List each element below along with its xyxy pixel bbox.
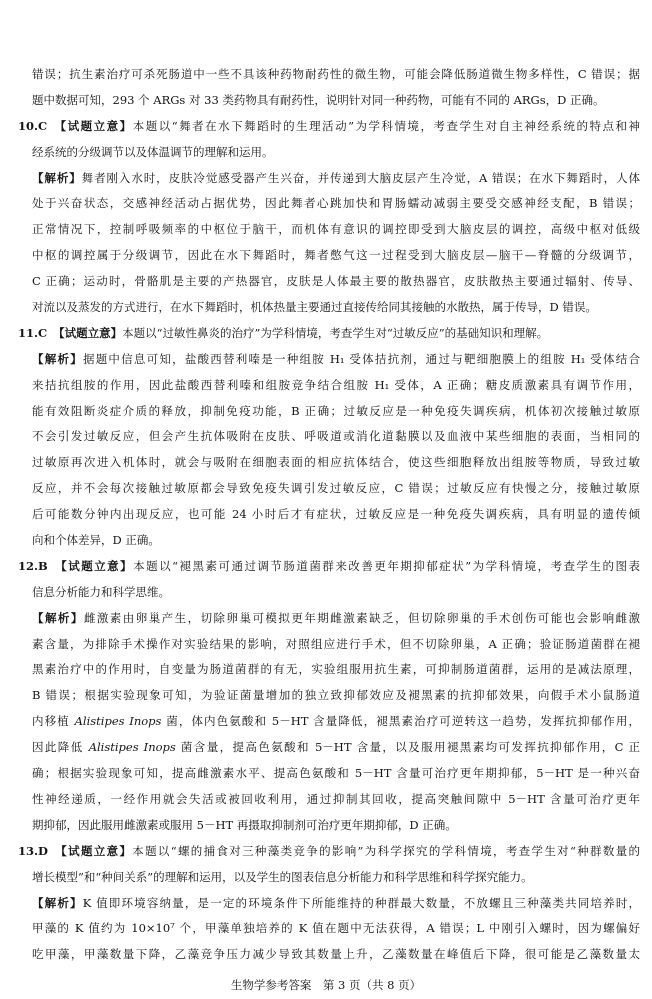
analysis-label: 【解析】	[32, 351, 83, 366]
answer-13-analysis-line	[32, 891, 640, 917]
answer-12-analysis-line: 确；根据实验现象可知，提高雌激素水平、提高色氨酸和 5－HT 含量可治疗更年期抑郁，5－HT 是一种兴奋	[32, 766, 640, 781]
intent-label: 【试题立意】	[53, 843, 133, 858]
answer-10-analysis-line: 处于兴奋状态，交感神经活动占据优势，因此舞者心跳加快和胃肠蠕动减弱主要受交感神经支配，B 错误；	[32, 196, 640, 211]
analysis-text: 因此降低	[32, 740, 89, 755]
analysis-text: 菌，体内色氨酸和 5－HT 含量降低，褪黑素治疗可逆转这一趋势，发挥抗抑郁作用，	[161, 714, 640, 729]
page-footer: 生物学参考答案 第 3 页（共 8 页）	[230, 978, 422, 992]
answer-10-intent-line: 经系统的分级调节以及体温调节的理解和运用。	[32, 144, 274, 159]
answer-13-analysis-line: 吃甲藻，甲藻数量下降，乙藻竞争压力减少导致其数量上升，乙藻数量在峰值后下降，很可能是乙藻数量太	[32, 947, 640, 962]
answer-12-analysis-line	[32, 606, 640, 632]
answer-10-intent-line	[18, 114, 640, 140]
answer-13-intent-line: 增长模型”和“种间关系”的理解和运用，以及学生的图表信息分析能力和科学思维和科学探究能力。	[32, 869, 533, 884]
analysis-text: 内移植	[32, 714, 75, 729]
answer-11-analysis-line: 过敏原再次进入机体时，就会与吸附在细胞表面的相应抗体结合，使这些细胞释放出组胺等物质，导致过敏	[32, 455, 640, 470]
answer-12-analysis-line: 素含量，为排除手术操作对实验结果的影响，对照组应进行手术，但不切除卵巢，A 正确；验证肠道菌群在褪	[32, 636, 640, 651]
answer-10-analysis-line: 中枢的调控属于分级调节，因此在水下舞蹈时，舞者憋气这一过程受到大脑皮层—脑干—脊髓的分级调节，	[32, 248, 640, 263]
answer-12-analysis-line	[32, 735, 640, 761]
answer-10-analysis-line: 对流以及蒸发的方式进行，在水下舞蹈时，机体热量主要通过直接传给同其接触的水散热，属于传导，D 错误。	[32, 300, 597, 315]
answer-12-analysis-line: 黑素治疗中的作用时，自变量为肠道菌群的有无，实验组服用抗生素，可抑制肠道菌群，运用的是减法原理，	[32, 662, 640, 677]
analysis-text: 舞者刚入水时，皮肤冷觉感受器产生兴奋，并传递到大脑皮层产生冷觉，A 错误；在水下舞蹈时，人体	[81, 170, 640, 185]
answer-11-analysis-line: 反应，并不会每次接触过敏原都会导致免疫失调引发过敏反应，C 错误；过敏反应有快慢之分，接触过敏原	[32, 481, 640, 496]
answer-number: 11.C	[18, 325, 48, 340]
intro-line: 错误；抗生素治疗可杀死肠道中一些不具该种药物耐药性的微生物，可能会降低肠道微生物多样性，C 错误；据	[32, 67, 640, 81]
species-name: Alistipes Inops	[88, 740, 176, 755]
analysis-text: 据题中信息可知，盐酸西替利嗪是一种组胺 H₁ 受体拮抗剂，通过与靶细胞膜上的组胺 H₁ 受体结合	[82, 351, 640, 366]
answer-11-intent-line	[18, 321, 640, 347]
answer-11-analysis-line: 后可能数分钟内出现反应，也可能 24 小时后才有症状，过敏反应是一种免疫失调疾病，具有明显的遗传倾	[32, 507, 640, 522]
analysis-text: 雌激素由卵巢产生，切除卵巢可模拟更年期雌激素缺乏，但切除卵巢的手术创伤可能也会影响雌激	[83, 610, 641, 625]
analysis-label: 【解析】	[32, 610, 84, 625]
intent-text: 本题以“螺的捕食对三种藻类竞争的影响”为科学探究的学科情境，考查学生对“种群数量的	[132, 843, 640, 858]
answer-11-analysis-line: 不会引发过敏反应，但会产生抗体吸附在皮肤、呼吸道或消化道黏膜以及血液中某些细胞的表面，当相同的	[32, 429, 640, 444]
answer-10-analysis-line: C 正确；运动时，骨骼肌是主要的产热器官，皮肤是人体最主要的散热器官，皮肤散热主要通过辐射、传导、	[32, 274, 640, 289]
answer-number: 12.B	[18, 558, 48, 573]
species-name: Alistipes Inops	[74, 714, 162, 729]
answer-number: 10.C	[18, 118, 48, 133]
answer-12-analysis-line	[32, 709, 640, 735]
page-body	[18, 62, 641, 968]
answer-12-analysis-line: B 错误；根据实验现象可知，为验证菌量增加的独立致抑郁效应及褪黑素的抗抑郁效果，向假手术小鼠肠道	[32, 688, 640, 703]
answer-11-analysis-line: 向和个体差异，D 正确。	[32, 533, 160, 548]
answer-12-analysis-line: 性神经递质，一经作用就会失活或被回收利用，通过抑制其回收，提高突触间隙中 5－HT 含量可治疗更年	[32, 791, 640, 806]
answer-12-intent-line: 信息分析能力和科学思维。	[32, 584, 170, 599]
analysis-text: 菌含量，提高色氨酸和 5－HT 含量，以及服用褪黑素均可发挥抗抑郁作用，C 正	[175, 740, 641, 755]
analysis-label: 【解析】	[32, 170, 82, 185]
analysis-label: 【解析】	[32, 895, 83, 910]
answer-12-intent-line	[18, 554, 640, 580]
answer-12-analysis-line: 期抑郁，因此服用雌激素或服用 5－HT 再摄取抑制剂可治疗更年期抑郁，D 正确。	[32, 817, 457, 832]
answer-number: 13.D	[18, 843, 48, 858]
answer-11-analysis-line: 能有效阻断炎症介质的释放，抑制免疫功能，B 正确；过敏反应是一种免疫失调疾病，机体初次接触过敏原	[32, 403, 640, 418]
intent-text: 本题以“舞者在水下舞蹈时的生理活动”为学科情境，考查学生对自主神经系统的特点和神	[132, 118, 640, 133]
analysis-text: K 值即环境容纳量，是一定的环境条件下所能维持的种群最大数量，不放螺且三种藻类共同培养时，	[82, 895, 640, 910]
intent-label: 【试题立意】	[53, 118, 133, 133]
answer-13-intent-line	[18, 839, 640, 865]
intent-text: 本题以“褪黑素可通过调节肠道菌群来改善更年期抑郁症状”为学科情境，考查学生的图表	[133, 558, 641, 573]
answer-13-analysis-line: 甲藻的 K 值约为 10×10⁷ 个，甲藻单独培养的 K 值在题中无法获得，A 错误；L 中刚引入螺时，因为螺偏好	[32, 921, 640, 936]
intent-text: 本题以“过敏性鼻炎的治疗”为学科情境，考查学生对“过敏反应”的基础知识和理解。	[122, 325, 549, 340]
intent-label: 【试题立意】	[53, 325, 123, 340]
answer-11-analysis-line: 来拮抗组胺的作用，因此盐酸西替利嗪和组胺竞争结合组胺 H₁ 受体，A 正确；糖皮质激素具有调节作用，	[32, 377, 640, 392]
intro-line: 题中数据可知，293 个 ARGs 对 33 类药物具有耐药性，说明针对同一种药物，可能有不同的 ARGs，D 正确。	[32, 92, 605, 107]
answer-11-analysis-line	[32, 347, 640, 373]
answer-10-analysis-line: 正常情况下，控制呼吸频率的中枢位于脑干，而机体有意识的调控即受到大脑皮层的调控，高级中枢对低级	[32, 222, 640, 237]
answer-10-analysis-line	[32, 166, 640, 192]
intent-label: 【试题立意】	[53, 558, 134, 573]
